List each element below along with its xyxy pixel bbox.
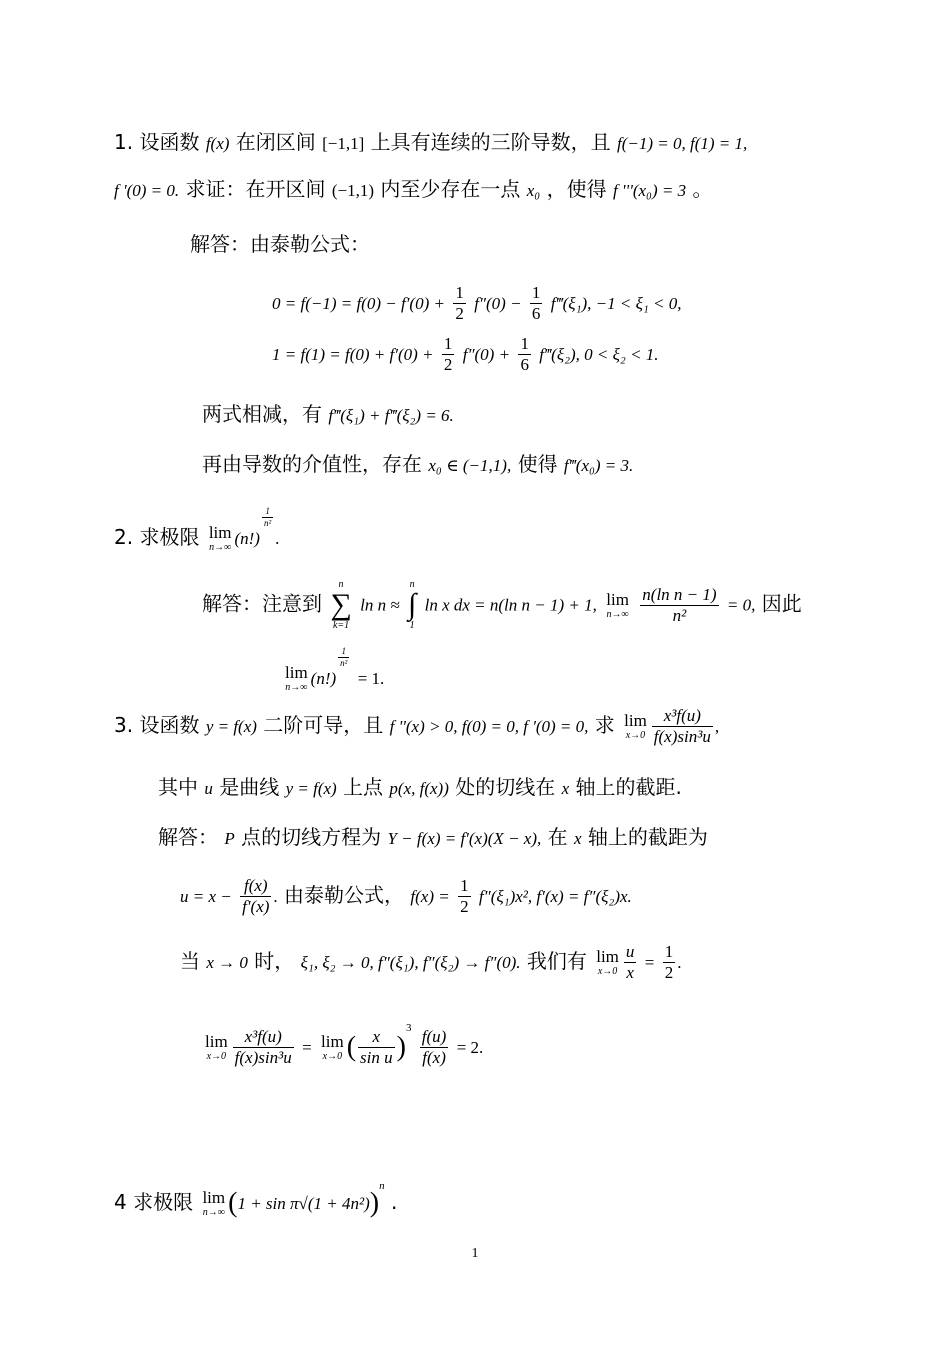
fraction-u-over-x: $\frac{u}{x}$ [625, 942, 635, 982]
p3-line2: 其中 u 是曲线 y = f(x) 上点 p(x, f(x)) 处的切线在 x 轴上的截距. [158, 775, 682, 799]
limit-operator: lim x→0 [624, 711, 647, 741]
p1-line1: 1. 设函数 f(x) 在闭区间 [−1,1] 上具有连续的三阶导数，且 f(−1) = 0, f(1) = 1, [114, 130, 748, 154]
p3-answer-line2: u = x − $\frac{f(x)}{f'(x)}$ . 由泰勒公式， f(x) = $\frac{1}{2}$ f″(ξ₁)x², f′(x) = f″(ξ₂)x. [180, 876, 632, 916]
fraction-limit-expr: $\frac{\text{x³f(u)}}{\text{f(x)sin³u}}$ [653, 706, 711, 746]
limit-operator: lim n→∞ [208, 523, 232, 553]
limit-operator: lim n→∞ [606, 589, 629, 620]
p2-result: lim n→∞ (n!) $\frac{1}{\text{n²}}$ = 1. [285, 646, 385, 693]
p3-answer-line4: lim x→0 $\frac{\text{x³f(u)}}{\text{f(x)sin³u}}$ = lim x→0 ( $\frac{x}{\text{sin u}}$ )$^3$ $\frac{f(u)}{f(x)}$ = 2. [205, 1022, 484, 1067]
exponent-fraction: $\frac{1}{\text{n²}}$ [340, 646, 348, 668]
fraction-half: $\frac{1}{2}$ [664, 942, 674, 982]
left-paren: ( [228, 1187, 238, 1219]
p3-answer-line1: 解答： P 点的切线方程为 Y − f(x) = f′(x)(X − x), 在 x 轴上的截距为 [158, 825, 708, 849]
limit-operator: lim n→∞ [202, 1188, 226, 1218]
p1-line2: f '(0) = 0. 求证：在开区间 (−1,1) 内至少存在一点 x₀ ，使得 f '''(x₀) = 3 。 [114, 177, 713, 201]
integral: n ∫ 1 [408, 579, 417, 631]
limit-operator: lim x→0 [596, 947, 619, 977]
exponent-fraction: $\frac{1}{\text{n²}}$ [263, 506, 272, 528]
p3-question: 3. 设函数 y = f(x) 二阶可导，且 f ''(x) > 0, f(0) = 0, f '(0) = 0, 求 lim x→0 $\frac{\text{x³f(u)}}{\text{f(x)sin³u}}$ , [114, 706, 720, 746]
limit-operator: lim n→∞ [285, 663, 308, 693]
fraction-x-over-sinu: $\frac{x}{\text{sin u}}$ [360, 1027, 393, 1067]
p1-equation-2: 1 = f(1) = f(0) + f′(0) + $\frac{1}{2}$ f″(0) + $\frac{1}{6}$ f‴(ξ₂), 0 < ξ₂ < 1. [272, 334, 659, 374]
fraction-limit-expr: $\frac{\text{x³f(u)}}{\text{f(x)sin³u}}$ [234, 1027, 292, 1067]
fraction-intercept: $\frac{f(x)}{f'(x)}$ [242, 876, 270, 916]
p1-answer-label: 解答：由泰勒公式： [190, 232, 370, 256]
fraction-fu-over-fx: $\frac{f(u)}{f(x)}$ [421, 1027, 447, 1067]
p1-step-subtract: 两式相减，有 f‴(ξ₁) + f‴(ξ₂) = 6. [202, 402, 454, 426]
fraction-sixth: $\frac{1}{6}$ [520, 334, 529, 374]
limit-operator: lim x→0 [321, 1032, 344, 1062]
limit-operator: lim x→0 [205, 1032, 228, 1062]
fraction-sixth: $\frac{1}{6}$ [531, 283, 541, 323]
summation: n ∑ k=1 [330, 579, 352, 631]
p2-question: 2. 求极限 lim n→∞ (n!) $\frac{1}{\text{n²}}$ . [114, 506, 280, 553]
p2-answer: 解答：注意到 n ∑ k=1 ln n ≈ n ∫ 1 ln x dx = n(ln n − 1) + 1, lim n→∞ $\frac{\text{n(ln n − 1)}}{\text{n²}}$ = 0, 因此 [202, 579, 802, 631]
p4-question: 4 求极限 lim n→∞ $(1 + \sin \pi√(1 + 4n^2))^n$ . [114, 1180, 398, 1219]
fraction-ln: $\frac{\text{n(ln n − 1)}}{\text{n²}}$ [642, 584, 717, 625]
fraction-half: $\frac{1}{2}$ [455, 283, 464, 323]
page-number: 1 [471, 1246, 479, 1261]
p1-step-conclusion: 再由导数的介值性，存在 x₀ ∈ (−1,1), 使得 f‴(x₀) = 3. [202, 452, 634, 476]
fraction-half: $\frac{1}{2}$ [460, 876, 469, 916]
p1-equation-1: 0 = f(−1) = f(0) − f′(0) + $\frac{1}{2}$ f″(0) − $\frac{1}{6}$ f‴(ξ₁), −1 < ξ₁ < 0, [272, 283, 682, 323]
right-paren: ) [369, 1187, 380, 1219]
p3-answer-line3: 当 x → 0 时， ξ₁, ξ₂ → 0, f″(ξ₁), f″(ξ₂) → f″(0). 我们有 lim x→0 $\frac{u}{x}$ = $\frac{1}{2}$ . [180, 942, 682, 982]
fraction-half: $\frac{1}{2}$ [443, 334, 453, 374]
left-paren: ( [346, 1031, 357, 1063]
right-paren: ) [396, 1031, 406, 1063]
